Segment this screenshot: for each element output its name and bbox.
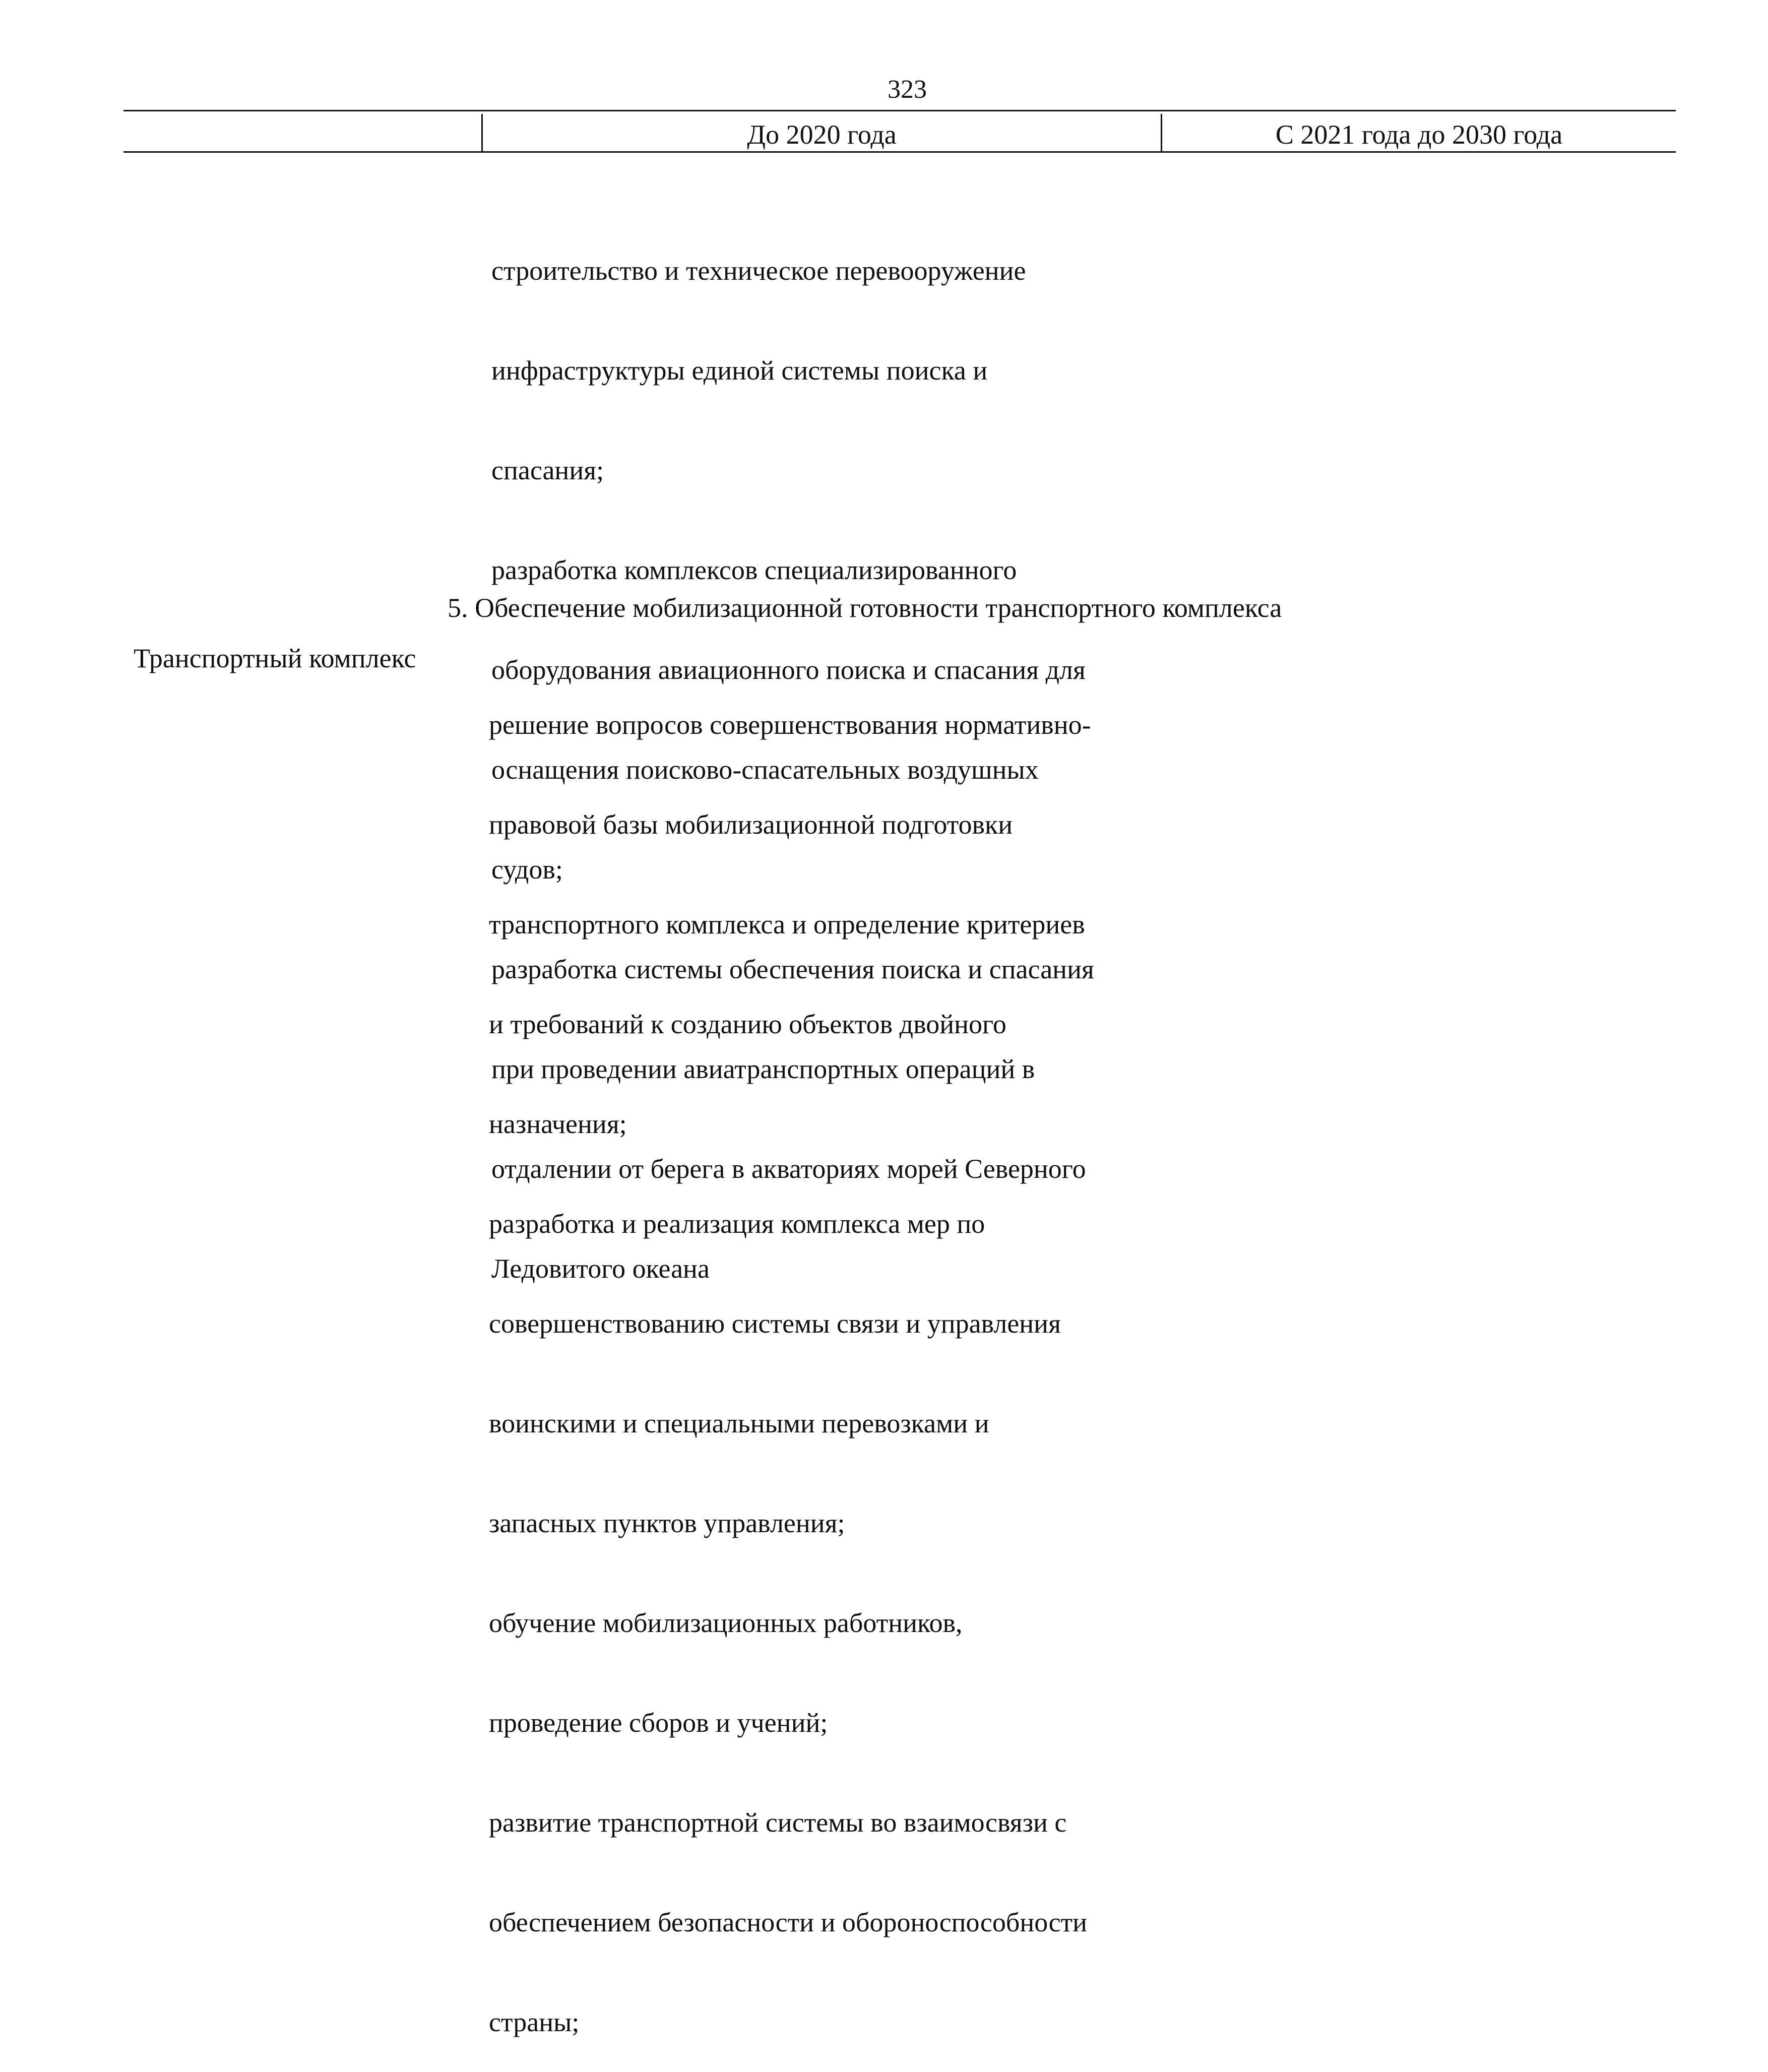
text-line: судов;	[491, 854, 563, 885]
text-line: проведение сборов и учений;	[489, 1708, 828, 1738]
header-col2: До 2020 года	[747, 119, 897, 150]
text-line: при проведении авиатранспортных операций в	[491, 1054, 1035, 1084]
text-line: разработка комплексов специализированного	[491, 555, 1017, 585]
text-line: обеспечением безопасности и обороноспособности	[489, 1907, 1088, 1937]
text-line: решение вопросов совершенствования нормативно-	[489, 710, 1091, 740]
text-line: страны;	[489, 2007, 580, 2037]
text-line: запасных пунктов управления;	[489, 1508, 845, 1538]
header-top-rule	[123, 110, 1676, 111]
text-line: транспортного комплекса и определение критериев	[489, 909, 1085, 939]
text-line: оснащения поисково-спасательных воздушных	[491, 755, 1039, 785]
header-col3: С 2021 года до 2030 года	[1275, 119, 1563, 150]
header-bottom-rule	[123, 151, 1676, 153]
text-line: совершенствованию системы связи и управления	[489, 1308, 1061, 1339]
text-line: отдалении от берега в акваториях морей Северного	[491, 1154, 1086, 1184]
text-line: разработка и реализация комплекса мер по	[489, 1209, 985, 1239]
text-line: правовой базы мобилизационной подготовки	[489, 809, 1013, 840]
text-line: инфраструктуры единой системы поиска и	[491, 355, 988, 386]
text-line: Ледовитого океана	[491, 1253, 710, 1284]
measures-block-mobilization	[489, 642, 1091, 2072]
page-number: 323	[888, 75, 927, 104]
text-line: обучение мобилизационных работников,	[489, 1608, 963, 1638]
section-heading: 5. Обеспечение мобилизационной готовности транспортного комплекса	[448, 593, 1282, 623]
text-line: воинскими и специальными перевозками и	[489, 1408, 989, 1438]
text-line: строительство и техническое перевооружение	[491, 256, 1026, 286]
text-line: и требований к созданию объектов двойного	[489, 1009, 1006, 1039]
text-line: оборудования авиационного поиска и спасания для	[491, 655, 1086, 685]
text-line: развитие транспортной системы во взаимосвязи с	[489, 1807, 1067, 1838]
text-line: спасания;	[491, 455, 604, 485]
row-label-transport-complex: Транспортный комплекс	[134, 643, 416, 673]
text-line: назначения;	[489, 1109, 627, 1139]
text-line: разработка системы обеспечения поиска и спасания	[491, 954, 1094, 984]
